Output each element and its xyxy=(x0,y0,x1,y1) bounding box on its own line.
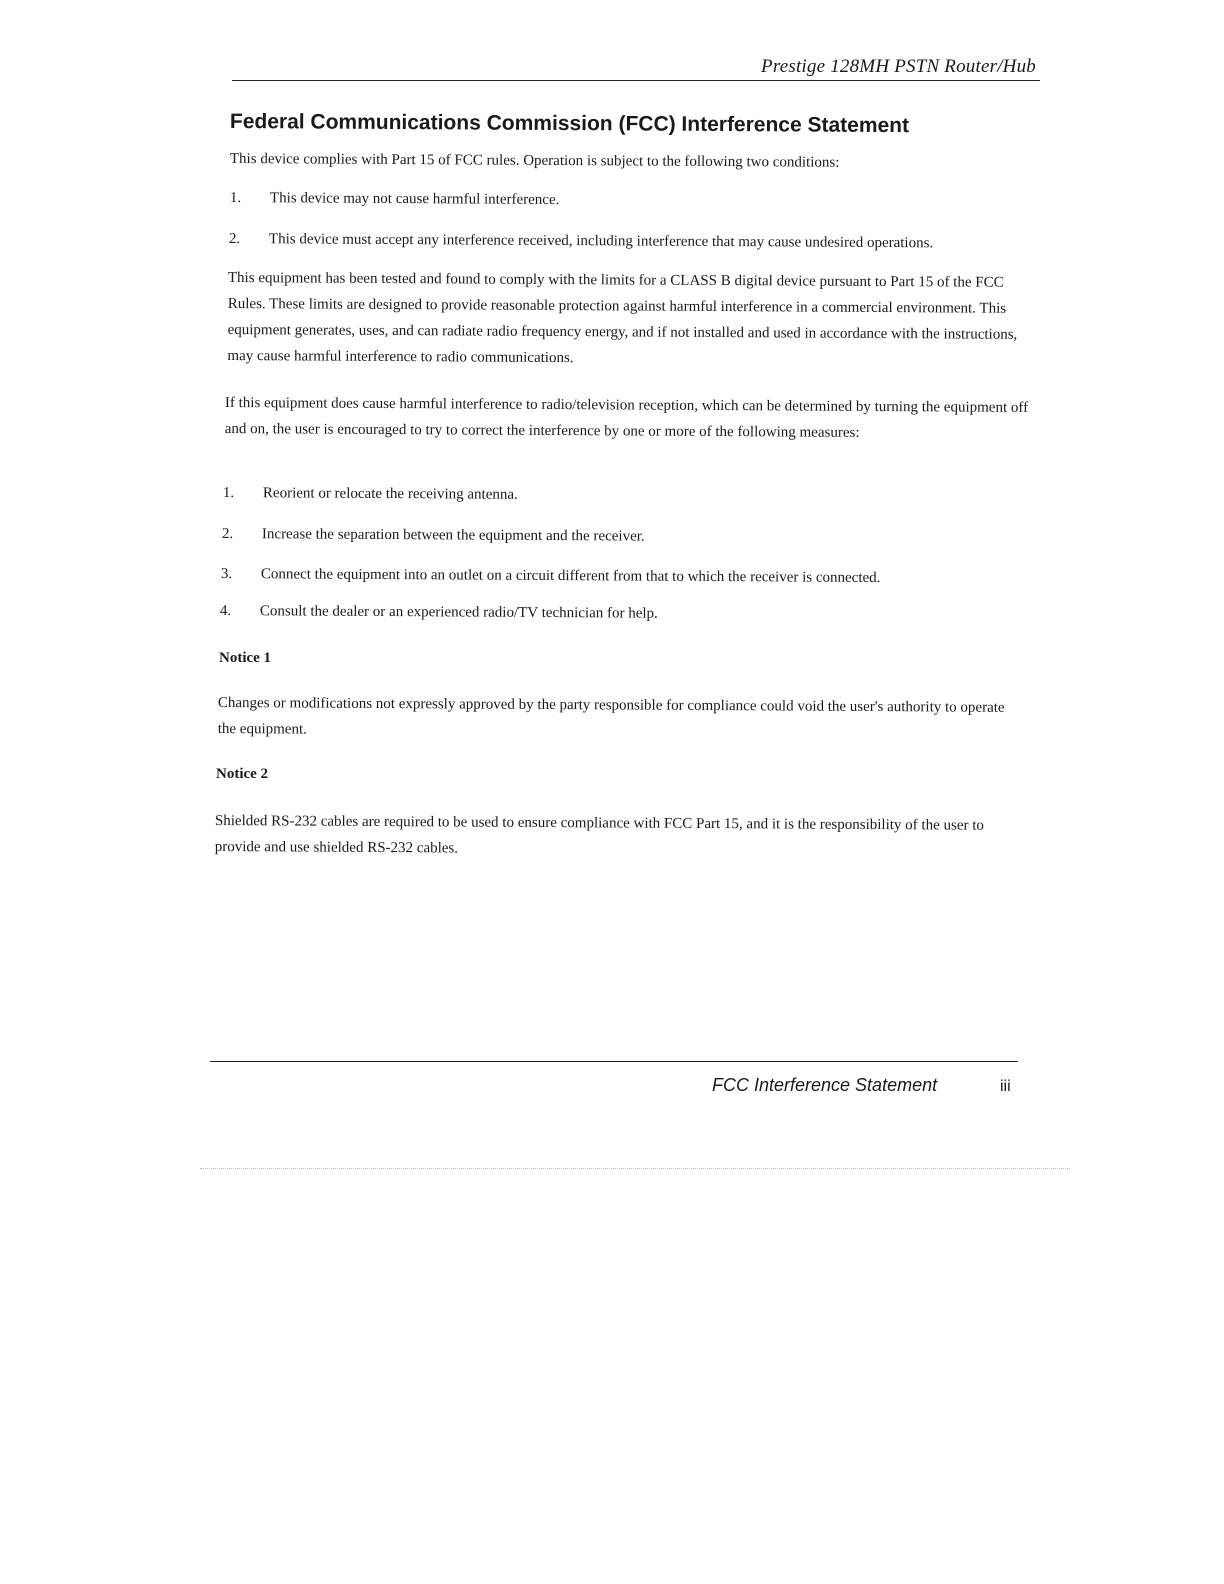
footer-title: FCC Interference Statement xyxy=(712,1075,938,1095)
intro-paragraph: This device complies with Part 15 of FCC rules. Operation is subject to the following two conditions: xyxy=(229,150,840,171)
measure-text: Consult the dealer or an experienced radio/TV technician for help. xyxy=(259,603,658,622)
condition-text: This device may not cause harmful interference. xyxy=(269,190,560,209)
interference-paragraph: If this equipment does cause harmful interference to radio/television reception, which can be determined by turning the equipment off and on, the user is encouraged to try to correct the interference by one or more of the following measures: xyxy=(224,394,1029,441)
page-heading: Federal Communications Commission (FCC) Interference Statement xyxy=(229,110,910,138)
measure-text: Connect the equipment into an outlet on a circuit different from that to which the receiver is connected. xyxy=(260,566,881,587)
measure-number: 1. xyxy=(222,484,235,502)
notice1-text: Changes or modifications not expressly approved by the party responsible for compliance could void the user's authority to operate the equipment. xyxy=(217,694,1005,738)
footer-rule xyxy=(210,1061,1018,1062)
condition-text: This device must accept any interference received, including interference that may cause undesired operations. xyxy=(268,231,934,252)
measure-number: 4. xyxy=(219,602,232,620)
condition-number: 2. xyxy=(228,230,241,248)
measure-text: Reorient or relocate the receiving antenna. xyxy=(262,485,518,503)
condition-number: 1. xyxy=(229,189,242,207)
notice2-text: Shielded RS-232 cables are required to be used to ensure compliance with FCC Part 15, and it is the responsibility of the user to provide and use shielded RS-232 cables. xyxy=(214,812,984,857)
page-number: iii xyxy=(1000,1078,1011,1095)
running-header: Prestige 128MH PSTN Router/Hub xyxy=(761,56,1036,77)
notice1-title: Notice 1 xyxy=(219,650,272,666)
measure-text: Increase the separation between the equipment and the receiver. xyxy=(261,526,645,545)
measure-number: 2. xyxy=(221,525,234,543)
notice2-title: Notice 2 xyxy=(216,766,269,782)
header-rule xyxy=(232,80,1040,81)
scan-artifact-line xyxy=(200,1168,1070,1169)
measure-number: 3. xyxy=(220,565,233,583)
tested-paragraph: This equipment has been tested and found to comply with the limits for a CLASS B digital device pursuant to Part 15 of the FCC Rules. These limits are designed to provide reasonable protection against harmful interference in a commercial environment. This equipment generates, uses, and can radiate radio frequency energy, and if not installed and used in accordance with the instructions, may cause harmful interference to radio communications. xyxy=(227,269,1018,367)
